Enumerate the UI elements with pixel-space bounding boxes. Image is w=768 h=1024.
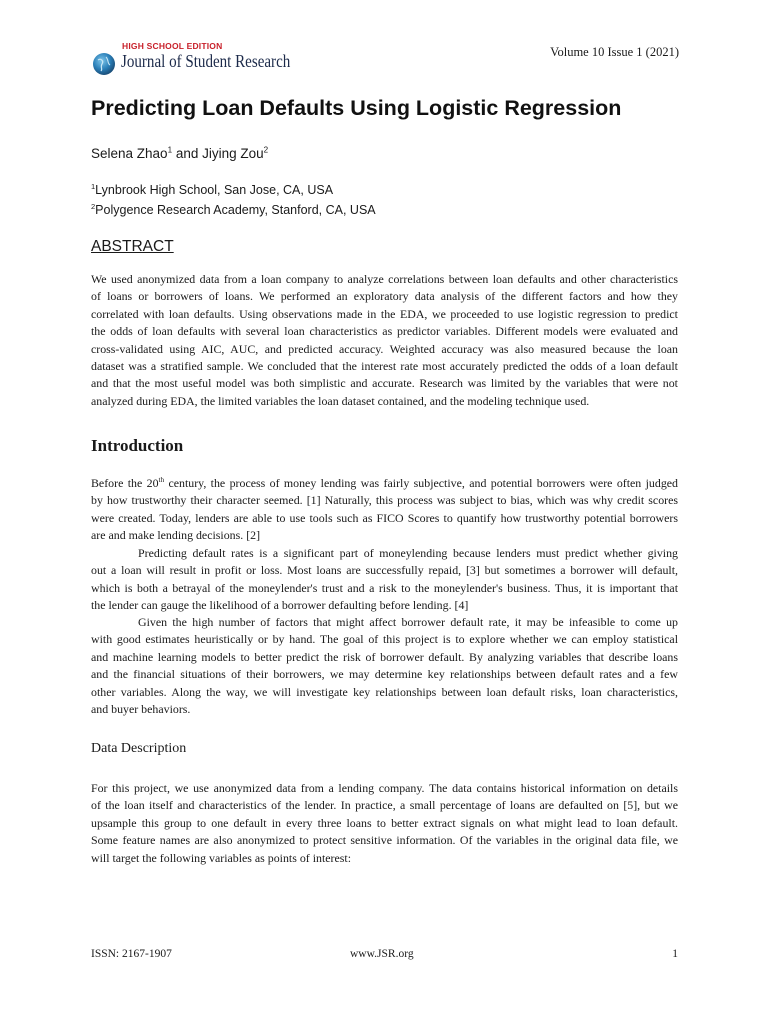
author-affiliation-mark: 2 bbox=[263, 145, 269, 155]
data-description-heading: Data Description bbox=[91, 741, 187, 756]
text-line: the lender can gauge the likelihood of a borrower defaulting before lending. [4] bbox=[91, 598, 469, 613]
author-name: Selena Zhao bbox=[91, 146, 168, 161]
text-line bbox=[91, 475, 678, 492]
text-line: cross-validated using AIC, AUC, and predicted accuracy. Weighted accuracy was also measured because the loan bbox=[91, 341, 678, 356]
text-line: and buyer behaviors. bbox=[91, 701, 191, 716]
text-line: by how trustworthy their character seemed. [1] Naturally, this process was subject to bias, which was why credit scores bbox=[91, 493, 678, 508]
text-line: are and make lending decisions. [2] bbox=[91, 528, 261, 543]
text-line: We used anonymized data from a loan company to analyze correlations between loan defaults and other characteristics bbox=[91, 272, 678, 286]
text-line: with good estimates heuristically or by hand. The goal of this project is to explore whether we can employ statistical bbox=[91, 632, 678, 647]
data-description-paragraph bbox=[91, 780, 678, 867]
paper-title: Predicting Loan Defaults Using Logistic Regression bbox=[91, 96, 622, 120]
affiliation-1 bbox=[91, 183, 333, 197]
author-affiliation-mark: 1 bbox=[167, 145, 173, 155]
affiliation-2 bbox=[91, 203, 376, 217]
text-segment: Before the 20 bbox=[91, 476, 159, 490]
globe-icon bbox=[92, 52, 116, 76]
text-line: dataset was a stratified sample. We concluded that the interest rate most accurately predicted the odds of a loan default bbox=[91, 358, 678, 373]
text-line: Given the high number of factors that might affect borrower default rate, it may be infeasible to come up bbox=[138, 615, 678, 629]
journal-logo bbox=[92, 41, 292, 77]
text-line: of loans or borrowers of loans. We performed an exploratory data analysis of the different factors and how they bbox=[91, 289, 678, 304]
text-line: were created. Today, lenders are able to use tools such as FICO Scores to quantify how trustworthy potential borrowers bbox=[91, 510, 678, 525]
affiliation-mark: 1 bbox=[91, 181, 96, 191]
footer-issn: ISSN: 2167-1907 bbox=[91, 948, 172, 960]
affiliation-mark: 2 bbox=[91, 201, 96, 211]
introduction-heading: Introduction bbox=[91, 436, 184, 455]
introduction-paragraph-2 bbox=[91, 545, 678, 615]
text-line: and that the most useful model was both simplistic and accurate. Research was limited by the variables that were not bbox=[91, 376, 678, 391]
text-line: and the financial situations of their borrowers, we may determine key relationships between default rates and a few bbox=[91, 667, 678, 682]
text-line: which is both a betrayal of the moneylender's trust and a risk to the moneylender's business. Thus, it is important that bbox=[91, 580, 678, 595]
text-segment: century, the process of money lending was fairly subjective, and potential borrowers were often judged bbox=[164, 476, 678, 490]
text-line: other variables. Along the way, we will investigate key relationships between loan default risks, loan characteristics, bbox=[91, 684, 678, 699]
text-line: out a loan will result in profit or loss. Most loans are successfully repaid, [3] but sometimes a borrower will default, bbox=[91, 563, 678, 578]
page-number: 1 bbox=[672, 948, 678, 960]
text-line: upsample this group to one default in every three loans to better extract signals on what might lead to loan default. bbox=[91, 815, 678, 830]
text-line: and machine learning models to better predict the risk of borrower default. By analyzing variables that describe loans bbox=[91, 649, 678, 664]
author-separator: and bbox=[172, 146, 203, 161]
author-line bbox=[91, 146, 268, 161]
text-line: will target the following variables as points of interest: bbox=[91, 850, 351, 865]
text-line: the odds of loan defaults with several loan characteristics as predictor variables. Different models were evaluated and bbox=[91, 324, 678, 339]
abstract-heading: ABSTRACT bbox=[91, 238, 174, 255]
affiliation-text: Lynbrook High School, San Jose, CA, USA bbox=[95, 183, 334, 197]
abstract-paragraph bbox=[91, 271, 678, 410]
introduction-paragraph-1 bbox=[91, 475, 678, 545]
volume-info: Volume 10 Issue 1 (2021) bbox=[550, 45, 679, 59]
text-line: of the loan itself and characteristics of the lender. In practice, a small percentage of loans are defaulted on [5], but we bbox=[91, 798, 678, 813]
journal-name: Journal of Student Research bbox=[121, 51, 291, 71]
author-name: Jiying Zou bbox=[202, 146, 264, 161]
text-line: Predicting default rates is a significant part of moneylending because lenders must predict whether giving bbox=[138, 546, 678, 560]
text-line: Some feature names are also anonymized to protect sensitive information. Of the variables in the original data file, we bbox=[91, 833, 678, 848]
footer-website-link[interactable]: www.JSR.org bbox=[350, 948, 414, 960]
introduction-paragraph-3 bbox=[91, 614, 678, 718]
text-line: For this project, we use anonymized data from a lending company. The data contains historical information on details bbox=[91, 781, 678, 795]
text-line: correlated with loan defaults. Using observations made in the EDA, we proceeded to use logistic regression to predict bbox=[91, 306, 678, 321]
affiliation-text: Polygence Research Academy, Stanford, CA, USA bbox=[95, 203, 376, 217]
text-line: analyzed during EDA, the limited variables the loan dataset contained, and the modeling technique used. bbox=[91, 393, 590, 408]
edition-label: HIGH SCHOOL EDITION bbox=[122, 41, 223, 51]
superscript: th bbox=[158, 476, 165, 485]
